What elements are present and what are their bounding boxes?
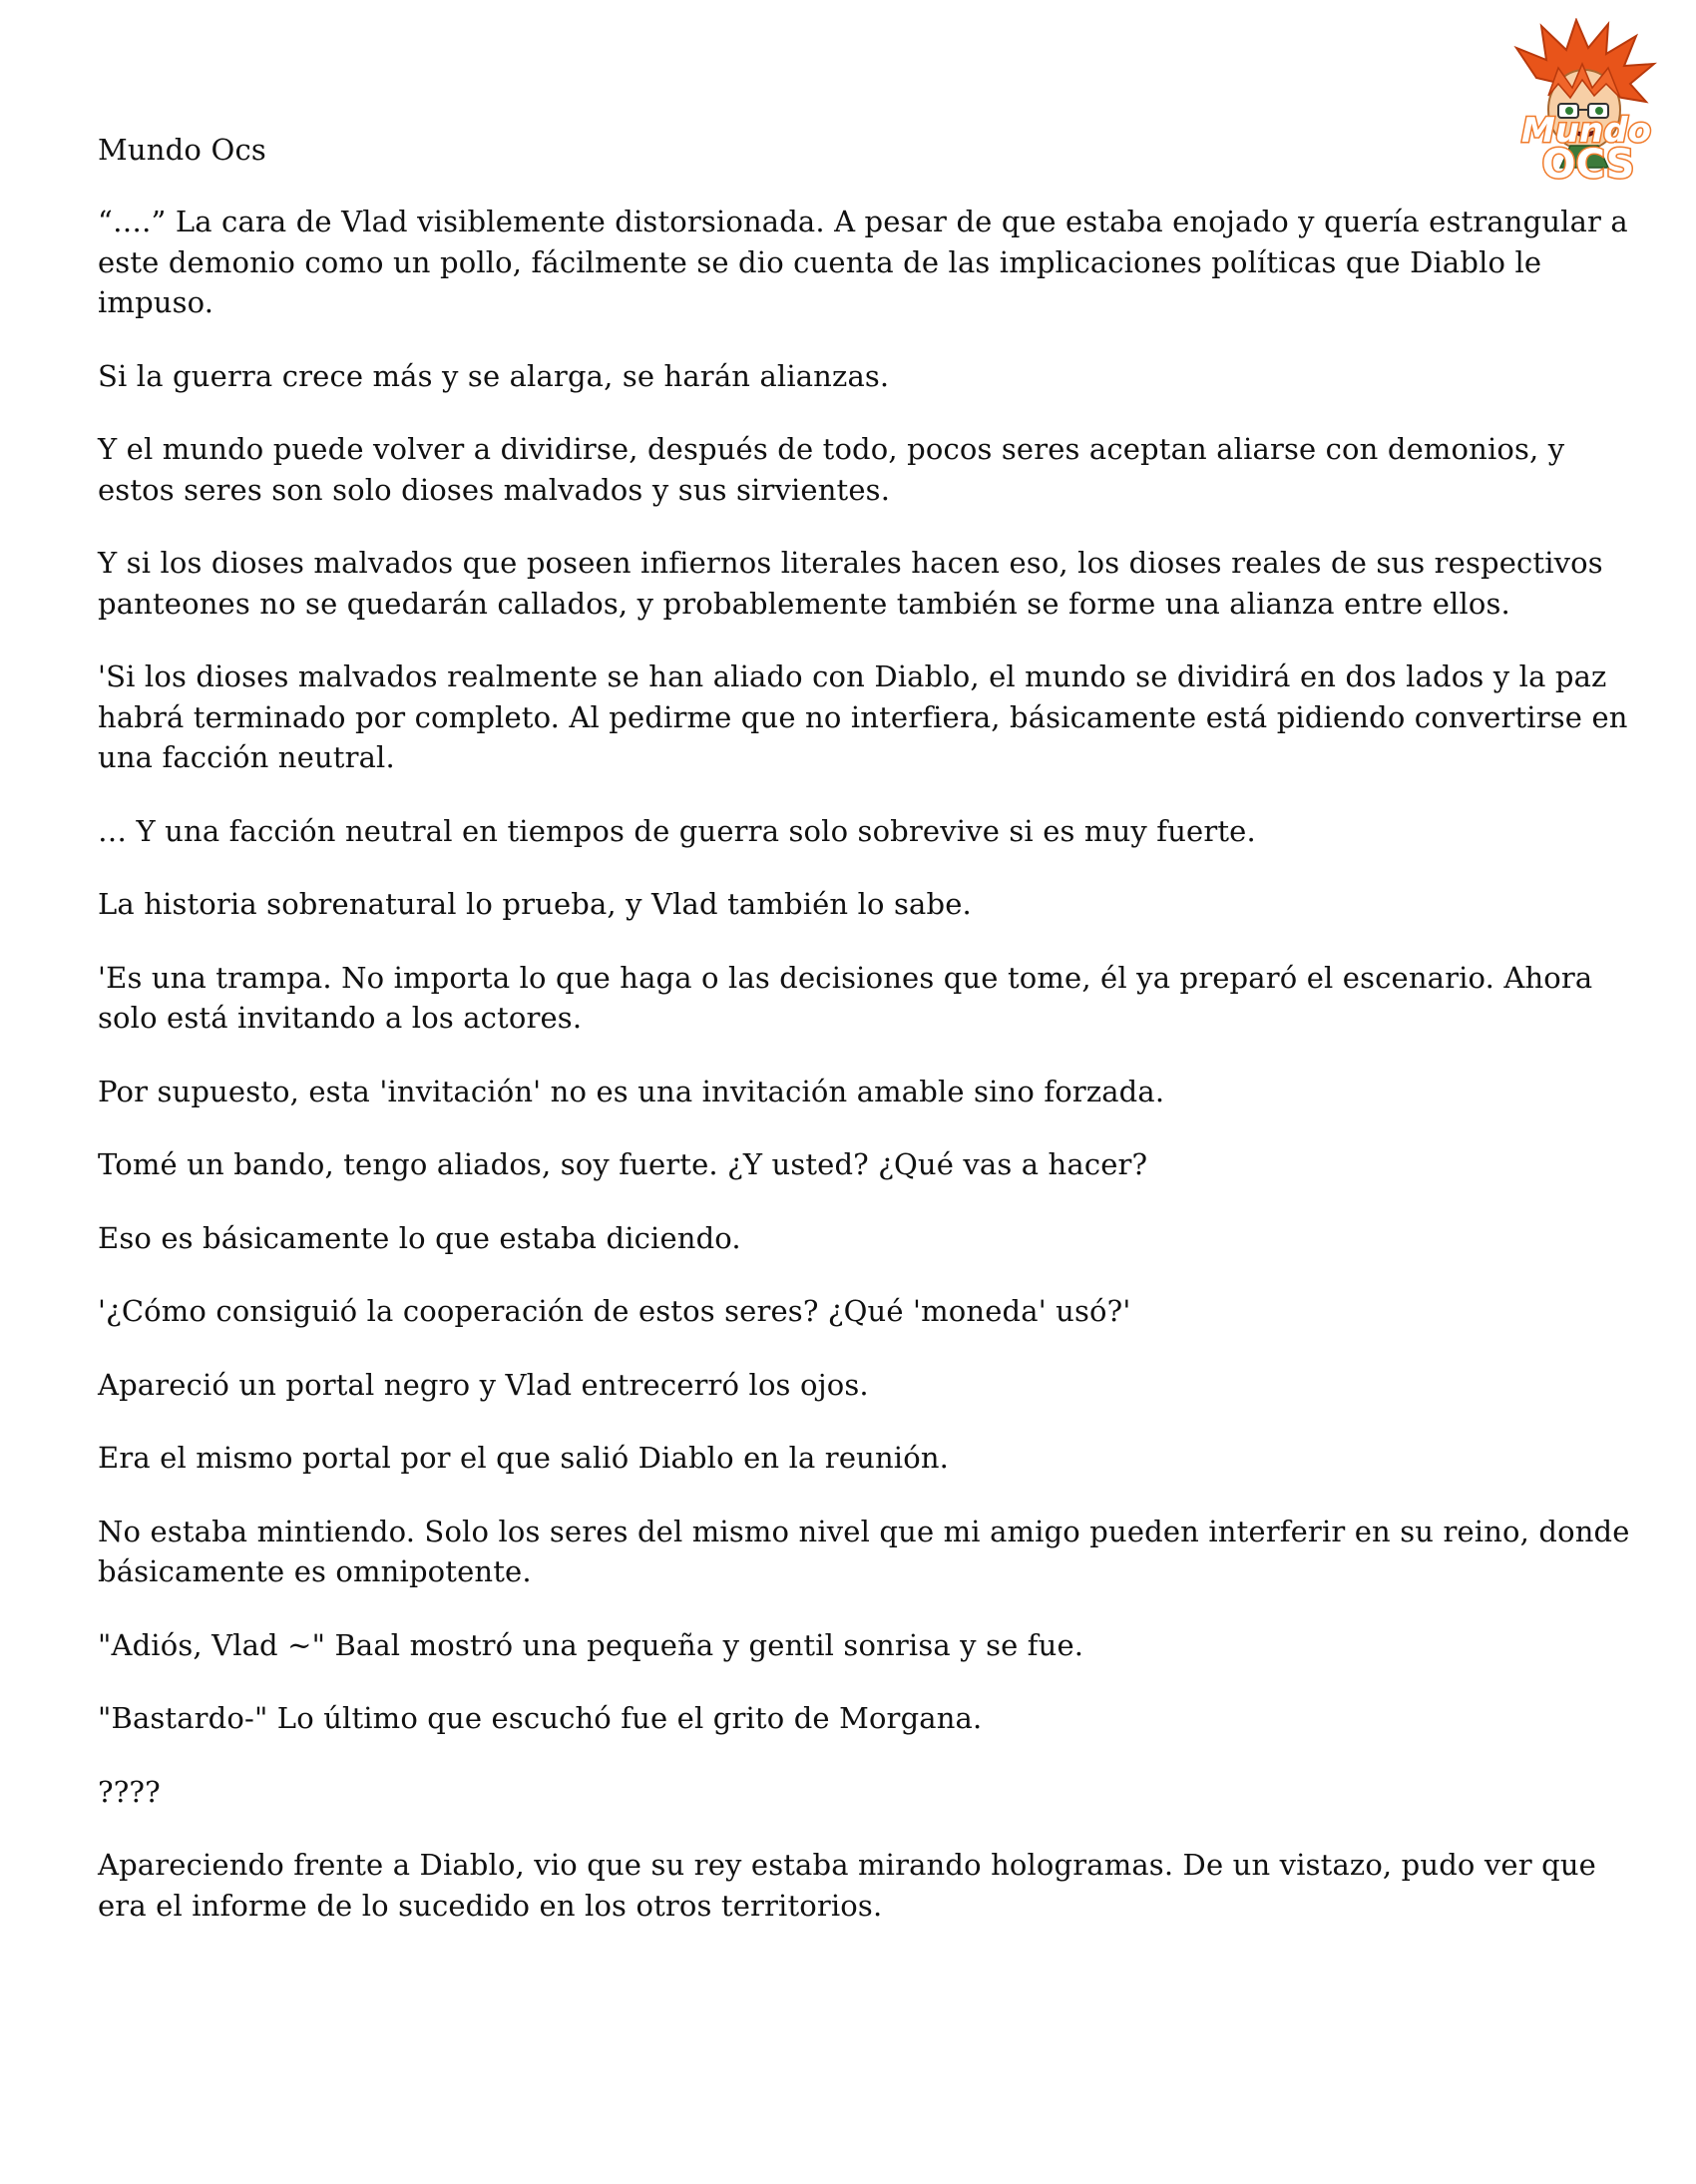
paragraph: Y si los dioses malvados que poseen infiernos literales hacen eso, los dioses reales de sus respectivos panteones no se quedarán callados, y probablemente también se forme una alianza entre ellos. <box>98 546 1603 621</box>
paragraph: '¿Cómo consiguió la cooperación de estos seres? ¿Qué 'moneda' usó?' <box>98 1294 1131 1328</box>
logo-text-line2: OCS <box>1541 142 1635 188</box>
document-body <box>98 202 1634 1959</box>
paragraph: "Bastardo-" Lo último que escuchó fue el grito de Morgana. <box>98 1701 983 1735</box>
logo-text-line1: Mundo <box>1521 111 1651 151</box>
paragraph: ???? <box>98 1774 161 1809</box>
paragraph: Apareciendo frente a Diablo, vio que su rey estaba mirando hologramas. De un vistazo, pudo ver que era el informe de lo sucedido en los otros territorios. <box>98 1848 1596 1923</box>
paragraph: 'Si los dioses malvados realmente se han aliado con Diablo, el mundo se dividirá en dos lados y la paz habrá terminado por completo. Al pedirme que no interfiera, básicamente está pidiendo convertirse en una facción neutral. <box>98 659 1628 774</box>
paragraph: 'Es una trampa. No importa lo que haga o las decisiones que tome, él ya preparó el escenario. Ahora solo está invitando a los actores. <box>98 960 1593 1035</box>
paragraph: Apareció un portal negro y Vlad entrecerró los ojos. <box>98 1367 869 1402</box>
paragraph: Por supuesto, esta 'invitación' no es una invitación amable sino forzada. <box>98 1074 1165 1108</box>
paragraph: La historia sobrenatural lo prueba, y Vlad también lo sabe. <box>98 887 972 921</box>
logo-image <box>1496 18 1676 193</box>
paragraph: No estaba mintiendo. Solo los seres del mismo nivel que mi amigo pueden interferir en su reino, donde básicamente es omnipotente. <box>98 1514 1630 1588</box>
paragraph: “….” La cara de Vlad visiblemente distorsionada. A pesar de que estaba enojado y quería estrangular a este demonio como un pollo, fácilmente se dio cuenta de las implicaciones políticas que Diablo le impuso. <box>98 205 1628 319</box>
document-header: Mundo Ocs <box>98 133 266 167</box>
paragraph: "Adiós, Vlad ~" Baal mostró una pequeña y gentil sonrisa y se fue. <box>98 1627 1084 1662</box>
paragraph: Si la guerra crece más y se alarga, se harán alianzas. <box>98 358 890 393</box>
paragraph: … Y una facción neutral en tiempos de guerra solo sobrevive si es muy fuerte. <box>98 813 1256 848</box>
paragraph: Tomé un bando, tengo aliados, soy fuerte. ¿Y usted? ¿Qué vas a hacer? <box>98 1147 1148 1181</box>
paragraph: Eso es básicamente lo que estaba diciendo. <box>98 1220 741 1255</box>
paragraph: Y el mundo puede volver a dividirse, después de todo, pocos seres aceptan aliarse con demonios, y estos seres son solo dioses malvados y sus sirvientes. <box>98 432 1565 507</box>
mundo-ocs-logo <box>1496 18 1676 193</box>
paragraph: Era el mismo portal por el que salió Diablo en la reunión. <box>98 1441 950 1475</box>
